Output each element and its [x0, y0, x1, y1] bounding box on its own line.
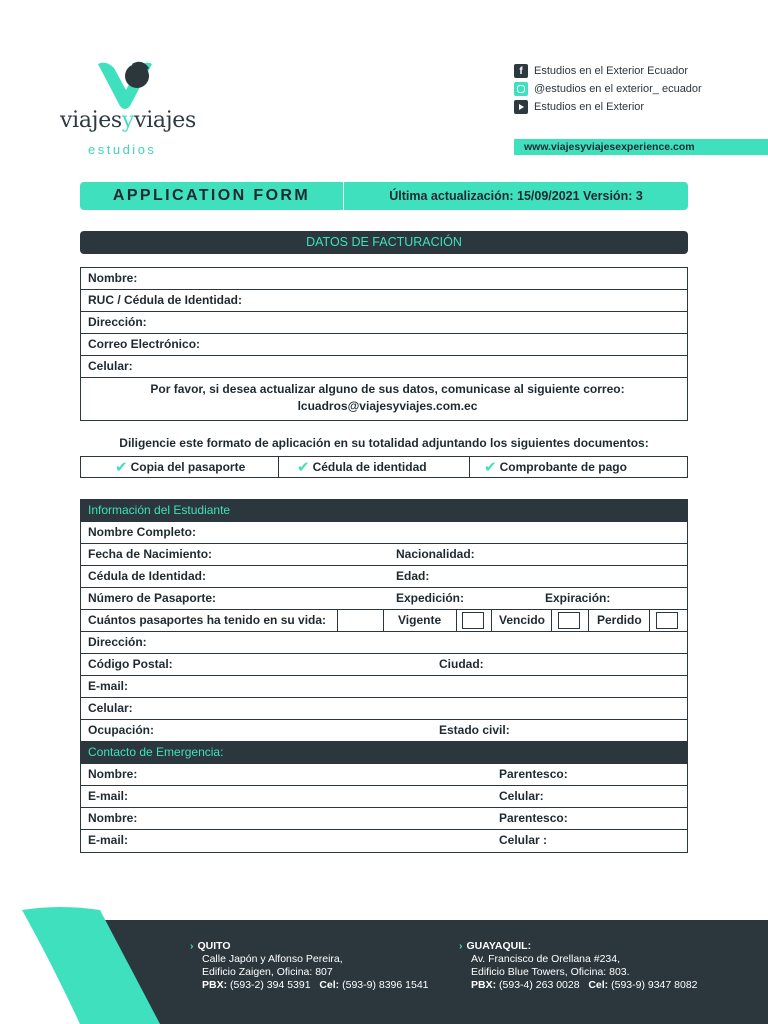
form-title: APPLICATION FORM	[80, 182, 344, 210]
passport-issued-label: Expedición:	[396, 591, 465, 605]
passport-lost-label: Perdido	[589, 610, 650, 631]
social-instagram-label: @estudios en el exterior_ ecuador	[534, 83, 702, 95]
billing-name-field[interactable]: Nombre:	[81, 268, 687, 290]
social-facebook-label: Estudios en el Exterior Ecuador	[534, 65, 689, 77]
student-section-header: Información del Estudiante	[81, 500, 687, 522]
emergency-relationship-label: Parentesco:	[499, 811, 568, 825]
id-card-label: Cédula de Identidad:	[88, 569, 207, 583]
youtube-icon	[514, 100, 528, 114]
student-email-field[interactable]: E-mail:	[81, 676, 687, 698]
doc-passport-copy-label: Copia del pasaporte	[130, 460, 246, 474]
office-quito-city: QUITO	[197, 940, 231, 952]
social-youtube-label: Estudios en el Exterior	[534, 101, 645, 113]
billing-ruc-field[interactable]: RUC / Cédula de Identidad:	[81, 290, 687, 312]
student-address-field[interactable]: Dirección:	[81, 632, 687, 654]
passport-number-label: Número de Pasaporte:	[88, 591, 217, 605]
passport-expiry-label: Expiración:	[545, 591, 611, 605]
doc-passport-copy[interactable]	[81, 457, 279, 477]
student-postal-row[interactable]	[81, 654, 687, 676]
brand-subtitle: estudios	[88, 142, 157, 157]
passport-valid-checkbox[interactable]	[462, 612, 484, 629]
office-guayaquil-address-1: Av. Francisco de Orellana #234,	[471, 953, 621, 965]
brand-logo-icon	[96, 60, 154, 110]
student-id-row[interactable]	[81, 566, 687, 588]
occupation-label: Ocupación:	[88, 723, 155, 737]
passport-expired-box[interactable]	[552, 610, 589, 631]
office-quito	[190, 940, 429, 992]
billing-notice	[81, 378, 687, 420]
social-facebook[interactable]	[514, 62, 702, 80]
billing-notice-text: Por favor, si desea actualizar alguno de sus datos, comunicase al siguiente correo:	[150, 382, 625, 396]
office-guayaquil-address-2: Edificio Blue Towers, Oficina: 803.	[471, 966, 630, 978]
documents-intro: Diligencie este formato de aplicación en su totalidad adjuntando los siguientes documentos:	[119, 436, 649, 450]
office-guayaquil-phones: PBX: (593-4) 263 0028 Cel: (593-9) 9347 8082	[471, 979, 698, 991]
checkmark-icon: ✔	[297, 459, 310, 476]
student-birth-row[interactable]	[81, 544, 687, 566]
passports-count-label: Cuántos pasaportes ha tenido en su vida:	[81, 610, 338, 631]
social-links	[514, 62, 702, 116]
student-mobile-field[interactable]: Celular:	[81, 698, 687, 720]
billing-header: DATOS DE FACTURACIÓN	[80, 231, 688, 254]
doc-payment-receipt-label: Comprobante de pago	[499, 460, 627, 474]
office-quito-phones: PBX: (593-2) 394 5391 Cel: (593-9) 8396 1541	[202, 979, 429, 991]
emergency-section-header: Contacto de Emergencia:	[81, 742, 687, 764]
social-youtube[interactable]	[514, 98, 702, 116]
student-occupation-row[interactable]	[81, 720, 687, 742]
postal-code-label: Código Postal:	[88, 657, 173, 671]
billing-mobile-field[interactable]: Celular:	[81, 356, 687, 378]
emergency-mobile-label: Celular :	[499, 833, 548, 847]
chevron-right-icon: ›	[190, 940, 194, 952]
student-full-name-field[interactable]: Nombre Completo:	[81, 522, 687, 544]
age-label: Edad:	[396, 569, 430, 583]
emergency-email-label: E-mail:	[88, 833, 129, 847]
passport-lost-box[interactable]	[650, 610, 687, 631]
marital-status-label: Estado civil:	[439, 723, 510, 737]
emergency-row[interactable]	[81, 808, 687, 830]
instagram-icon	[514, 82, 528, 96]
birth-date-label: Fecha de Nacimiento:	[88, 547, 213, 561]
doc-id-card-label: Cédula de identidad	[312, 460, 427, 474]
office-guayaquil-city: GUAYAQUIL:	[466, 940, 532, 952]
emergency-name-label: Nombre:	[88, 767, 138, 781]
emergency-row[interactable]	[81, 764, 687, 786]
emergency-name-label: Nombre:	[88, 811, 138, 825]
billing-address-field[interactable]: Dirección:	[81, 312, 687, 334]
emergency-mobile-label: Celular:	[499, 789, 544, 803]
website-link[interactable]: www.viajesyviajesexperience.com	[514, 139, 768, 155]
chevron-right-icon: ›	[459, 940, 463, 952]
student-table	[80, 499, 688, 853]
form-title-bar	[80, 182, 688, 210]
doc-id-card[interactable]	[279, 457, 470, 477]
emergency-relationship-label: Parentesco:	[499, 767, 568, 781]
nationality-label: Nacionalidad:	[396, 547, 475, 561]
footer	[0, 900, 768, 1024]
social-instagram[interactable]	[514, 80, 702, 98]
office-quito-address-1: Calle Japón y Alfonso Pereira,	[202, 953, 343, 965]
student-passport-row[interactable]	[81, 588, 687, 610]
checkmark-icon: ✔	[484, 459, 497, 476]
brand-wordmark: viajesyviajes	[60, 108, 196, 133]
emergency-row[interactable]	[81, 786, 687, 808]
city-label: Ciudad:	[439, 657, 484, 671]
billing-table	[80, 267, 688, 421]
documents-checklist	[80, 456, 688, 478]
form-version: Última actualización: 15/09/2021 Versión: 3	[389, 189, 643, 203]
doc-payment-receipt[interactable]	[470, 457, 687, 477]
billing-email-field[interactable]: Correo Electrónico:	[81, 334, 687, 356]
passports-count-row	[81, 610, 687, 632]
passport-lost-checkbox[interactable]	[656, 612, 678, 629]
passport-expired-checkbox[interactable]	[558, 612, 580, 629]
passports-count-input[interactable]	[338, 610, 384, 631]
office-quito-address-2: Edificio Zaigen, Oficina: 807	[202, 966, 333, 978]
passport-valid-box[interactable]	[457, 610, 492, 631]
checkmark-icon: ✔	[115, 459, 128, 476]
passport-expired-label: Vencido	[492, 610, 552, 631]
emergency-row[interactable]	[81, 830, 687, 852]
billing-notice-email[interactable]: lcuadros@viajesyviajes.com.ec	[297, 399, 478, 413]
office-guayaquil	[459, 940, 698, 992]
emergency-email-label: E-mail:	[88, 789, 129, 803]
facebook-icon: f	[514, 64, 528, 78]
passport-valid-label: Vigente	[384, 610, 457, 631]
